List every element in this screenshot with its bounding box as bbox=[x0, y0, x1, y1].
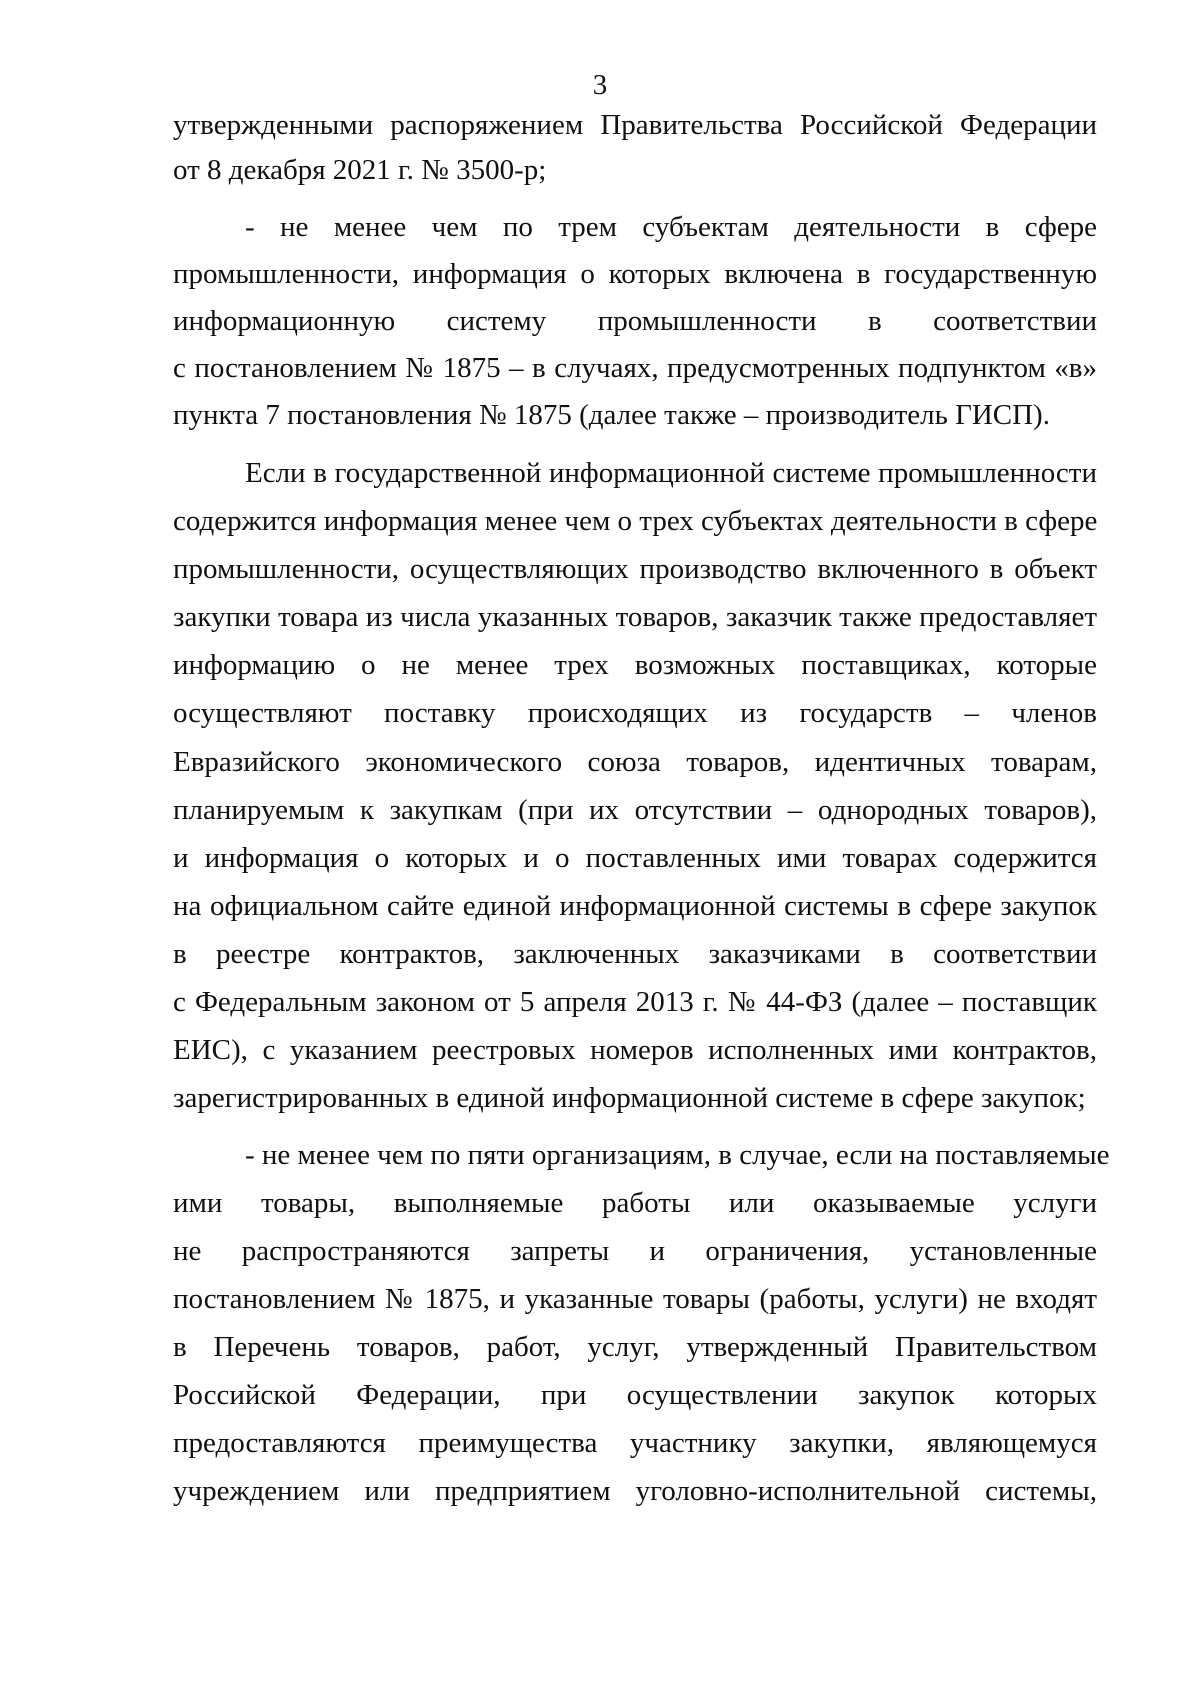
text-line: планируемым к закупкам (при их отсутствии – однородных товаров), bbox=[173, 794, 1097, 826]
text-line: - не менее чем по пяти организациям, в случае, если на поставляемые bbox=[245, 1139, 1110, 1171]
text-line: предоставляются преимущества участнику закупки, являющемуся bbox=[173, 1427, 1097, 1459]
text-line: на официальном сайте единой информационной системы в сфере закупок bbox=[173, 890, 1097, 922]
text-line: промышленности, осуществляющих производство включенного в объект bbox=[173, 553, 1097, 585]
text-line: Евразийского экономического союза товаров, идентичных товарам, bbox=[173, 746, 1097, 778]
text-line: в Перечень товаров, работ, услуг, утвержденный Правительством bbox=[173, 1331, 1097, 1363]
page-number: 3 bbox=[592, 69, 608, 101]
text-line: ЕИС), с указанием реестровых номеров исполненных ими контрактов, bbox=[173, 1034, 1097, 1066]
text-line: информационную систему промышленности в соответствии bbox=[173, 305, 1097, 337]
text-line: промышленности, информация о которых включена в государственную bbox=[173, 258, 1097, 290]
text-line: постановлением № 1875, и указанные товары (работы, услуги) не входят bbox=[173, 1283, 1097, 1315]
text-line: в реестре контрактов, заключенных заказчиками в соответствии bbox=[173, 938, 1097, 970]
text-line: утвержденными распоряжением Правительства Российской Федерации bbox=[173, 109, 1097, 141]
text-line: - не менее чем по трем субъектам деятельности в сфере bbox=[245, 211, 1097, 243]
text-line: Если в государственной информационной системе промышленности bbox=[245, 457, 1097, 489]
text-line: пункта 7 постановления № 1875 (далее также – производитель ГИСП). bbox=[173, 399, 1050, 431]
text-line: информацию о не менее трех возможных поставщиках, которые bbox=[173, 649, 1097, 681]
text-line: и информация о которых и о поставленных ими товарах содержится bbox=[173, 842, 1097, 874]
text-line: ими товары, выполняемые работы или оказываемые услуги bbox=[173, 1187, 1097, 1219]
text-line: закупки товара из числа указанных товаров, заказчик также предоставляет bbox=[173, 601, 1097, 633]
text-line: зарегистрированных в единой информационной системе в сфере закупок; bbox=[173, 1082, 1086, 1114]
text-line: от 8 декабря 2021 г. № 3500-р; bbox=[173, 154, 547, 186]
text-line: содержится информация менее чем о трех субъектах деятельности в сфере bbox=[173, 505, 1098, 537]
text-line: с Федеральным законом от 5 апреля 2013 г. № 44-ФЗ (далее – поставщик bbox=[173, 986, 1097, 1018]
text-line: с постановлением № 1875 – в случаях, предусмотренных подпунктом «в» bbox=[173, 352, 1097, 384]
text-line: Российской Федерации, при осуществлении закупок которых bbox=[173, 1379, 1097, 1411]
text-line: не распространяются запреты и ограничения, установленные bbox=[173, 1235, 1097, 1267]
text-line: осуществляют поставку происходящих из государств – членов bbox=[173, 697, 1097, 729]
text-line: учреждением или предприятием уголовно-исполнительной системы, bbox=[173, 1475, 1097, 1507]
